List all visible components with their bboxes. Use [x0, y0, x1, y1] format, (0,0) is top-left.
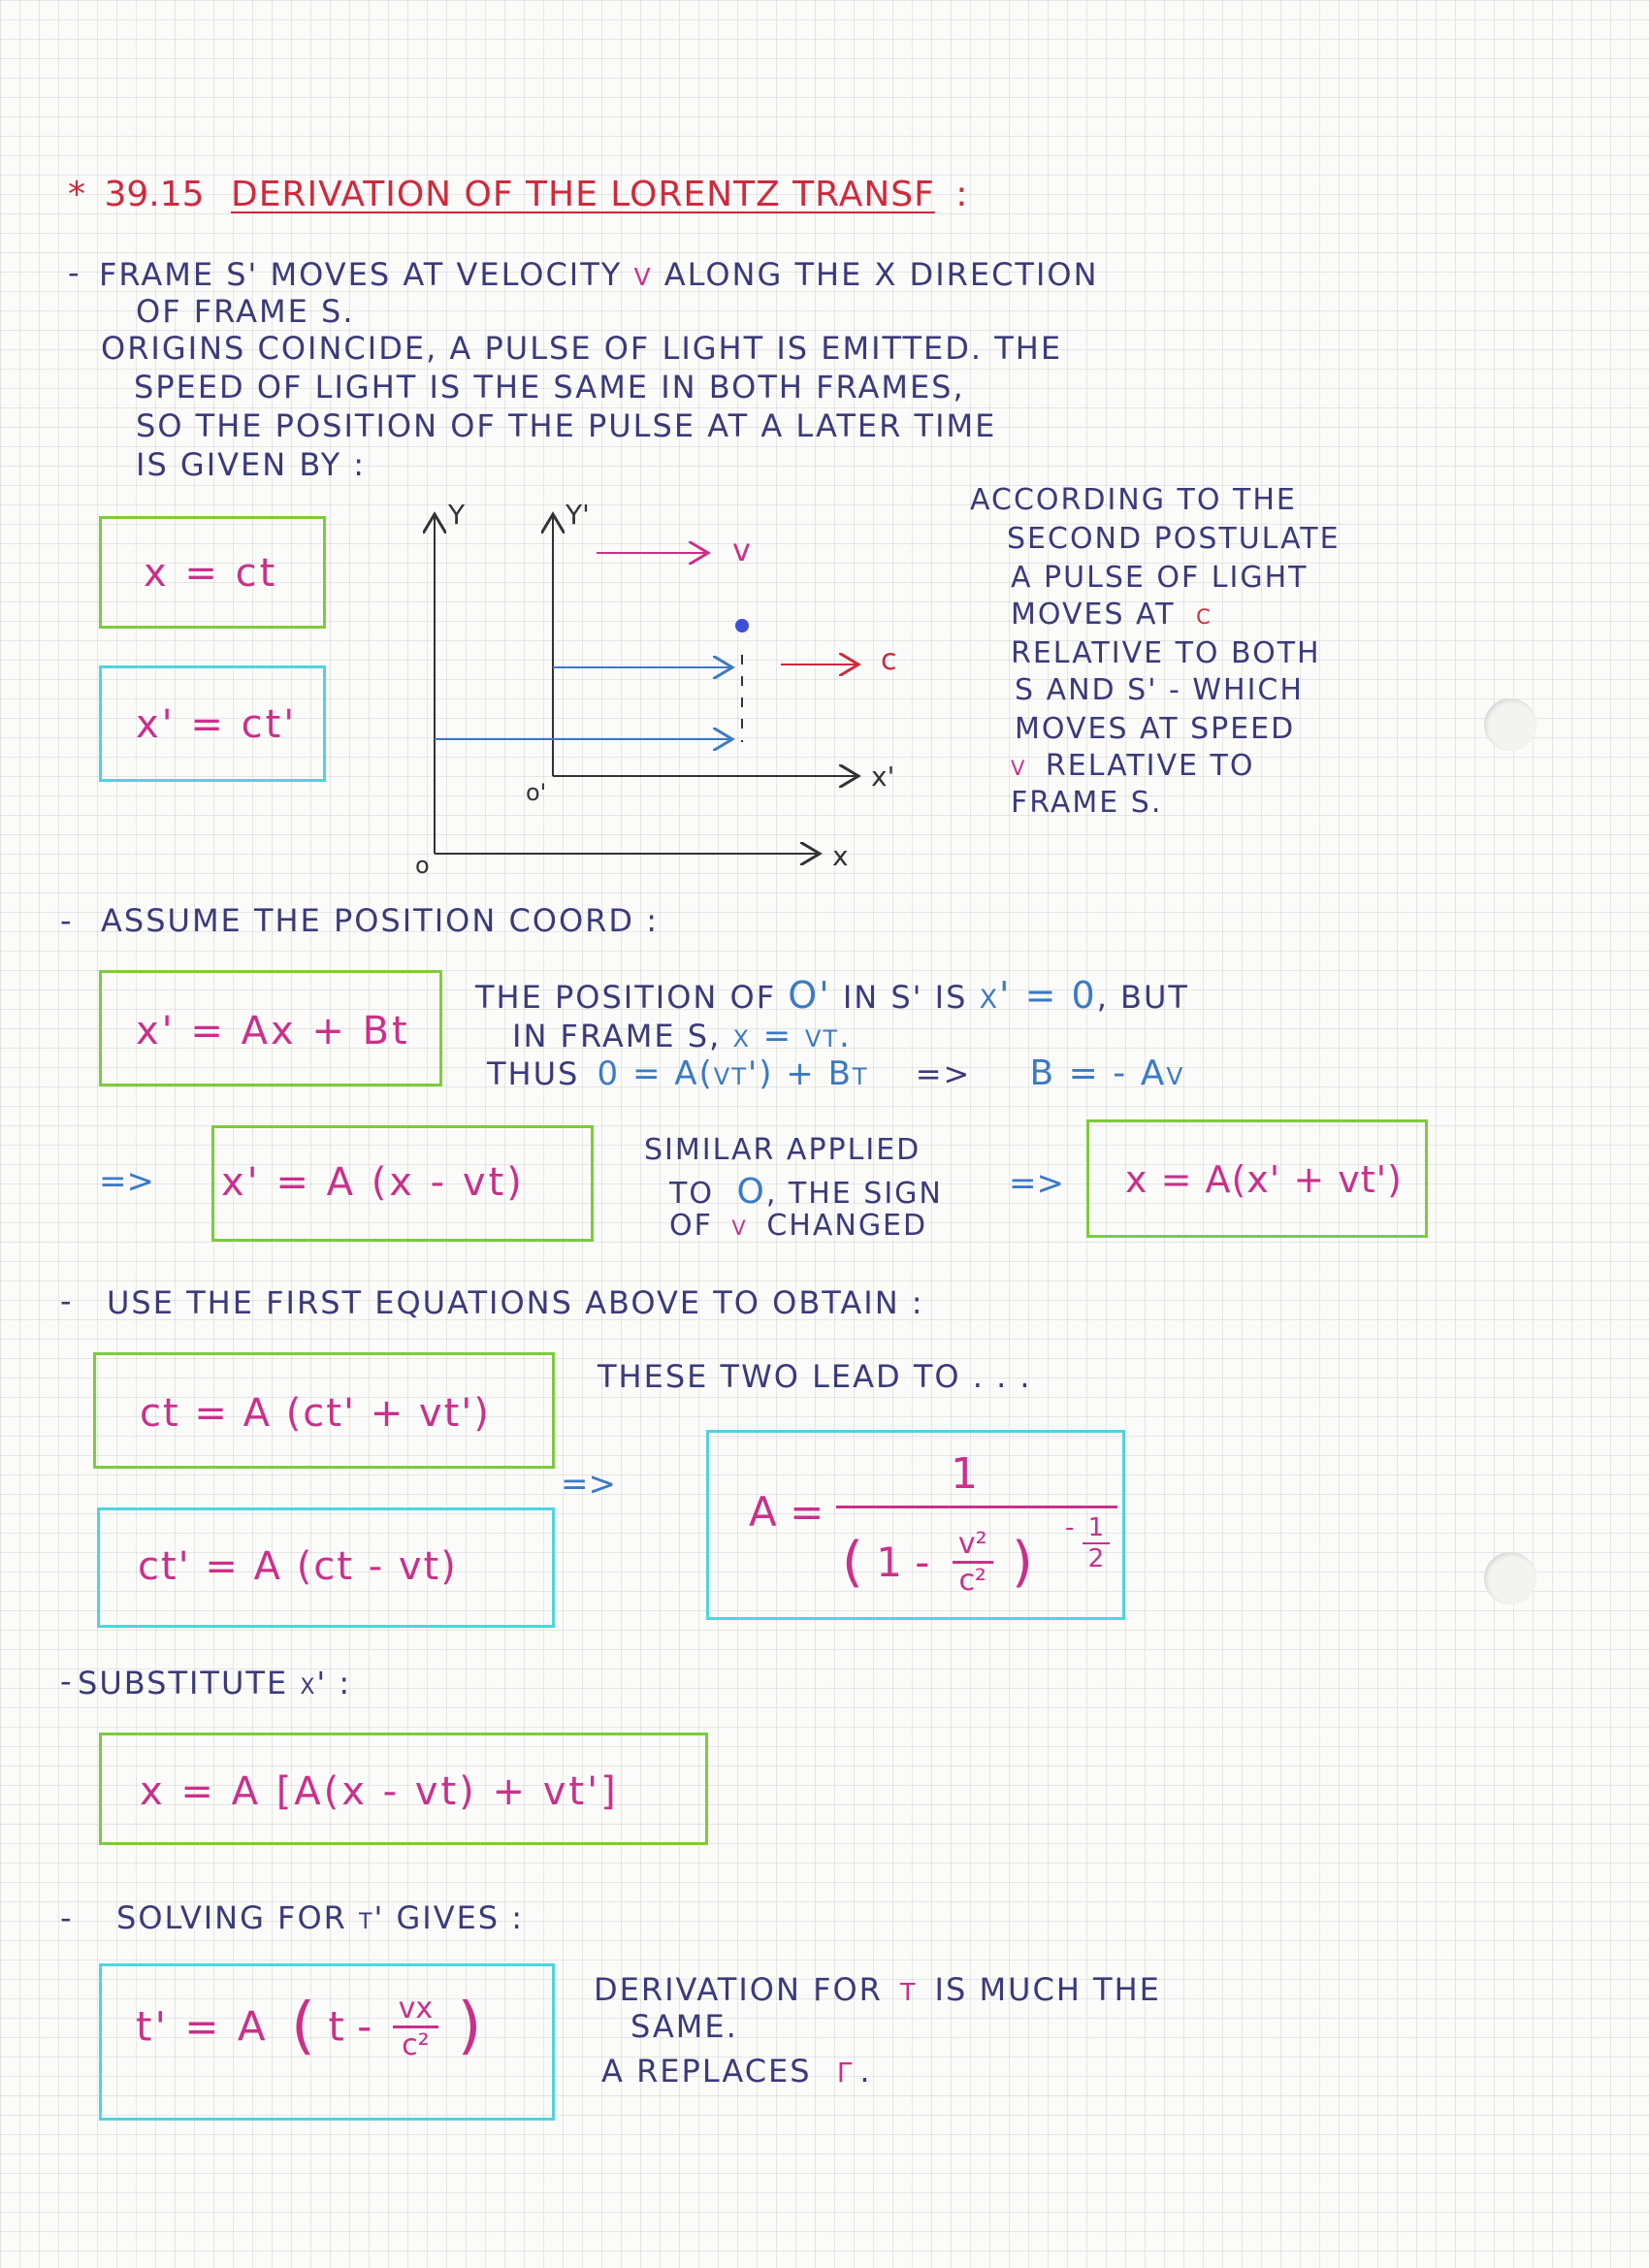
postulate-line: FRAME S.	[1011, 786, 1163, 820]
position-text: THUS	[487, 1055, 580, 1092]
x-axis-label: x	[832, 840, 849, 872]
equation-x-ct: x = ct	[144, 551, 278, 596]
similar-text: , THE SIGN	[765, 1177, 943, 1211]
exponent-fraction	[1083, 1513, 1111, 1573]
position-text: IN S' IS	[842, 979, 968, 1016]
light-pulse-dot	[735, 619, 749, 632]
derivation-text: .	[859, 2053, 872, 2090]
exponent-denominator: 2	[1087, 1544, 1105, 1573]
a-equation-denominator	[842, 1527, 1033, 1598]
intro-dash: -	[68, 254, 80, 291]
origin-prime-label: o'	[526, 779, 547, 806]
title-text: DERIVATION OF THE LORENTZ TRANSF	[230, 175, 935, 214]
intro-line-5: SO THE POSITION OF THE PULSE AT A LATER TIME	[136, 407, 997, 444]
position-text: , BUT	[1096, 979, 1189, 1016]
similar-text: CHANGED	[766, 1209, 928, 1243]
position-line-2	[512, 1017, 852, 1055]
a-equation-lhs: A =	[749, 1488, 824, 1536]
paren-close: )	[457, 1991, 482, 2062]
binder-hole	[1484, 1552, 1536, 1604]
use-heading: USE THE FIRST EQUATIONS ABOVE TO OBTAIN :	[107, 1284, 924, 1321]
vx-over-c2	[393, 1992, 439, 2062]
postulate-text: MOVES AT	[1011, 598, 1176, 632]
intro-line-1	[99, 254, 1099, 294]
equation-ct: ct = A (ct' + vt')	[140, 1391, 491, 1436]
assume-heading: ASSUME THE POSITION COORD :	[101, 902, 659, 939]
equation-substitute: x = A [A(x - vt) + vt']	[140, 1769, 619, 1814]
postulate-line: SECOND POSTULATE	[1007, 522, 1341, 556]
velocity-label: v	[732, 532, 751, 568]
similar-line: SIMILAR APPLIED	[644, 1133, 922, 1167]
b-equation: B = - Av	[1029, 1053, 1185, 1093]
origin-symbol: O	[736, 1172, 766, 1212]
solving-dash: -	[60, 1899, 72, 1936]
similar-text: OF	[669, 1209, 713, 1243]
equation-xp-ctp: x' = ct'	[136, 702, 298, 747]
reference-frame-diagram	[407, 495, 912, 883]
t-prime-lhs: t' = A	[136, 2002, 269, 2051]
title-number: 39.15	[104, 175, 205, 214]
intro-line-6: IS GIVEN BY :	[136, 446, 367, 483]
xp-zero-equation: x' = 0	[979, 974, 1097, 1017]
page-title	[68, 175, 967, 214]
x-vt-equation: x = vt.	[732, 1017, 852, 1055]
derivation-line-1	[594, 1969, 1161, 2009]
one-minus: 1 -	[876, 1539, 930, 1586]
c-squared: c²	[958, 1564, 986, 1598]
x-prime-axis-label: x'	[871, 761, 895, 793]
equation-ctp: ct' = A (ct - vt)	[138, 1544, 458, 1589]
postulate-line: ACCORDING TO THE	[970, 483, 1297, 517]
implies-arrow: =>	[99, 1162, 154, 1201]
position-line-3	[487, 1053, 1184, 1093]
assume-dash: -	[60, 902, 72, 939]
gamma-symbol: γ	[836, 2047, 855, 2091]
a-equation-exponent	[1065, 1513, 1110, 1573]
exponent-sign: -	[1065, 1513, 1075, 1542]
velocity-symbol: v	[633, 254, 653, 294]
postulate-text: RELATIVE TO	[1045, 749, 1255, 783]
position-text: THE POSITION OF	[475, 979, 777, 1016]
similar-line	[669, 1172, 943, 1212]
position-line-1	[475, 974, 1189, 1017]
position-text: IN FRAME S,	[512, 1018, 722, 1054]
velocity-symbol: v	[731, 1209, 748, 1243]
t-prime-equation	[136, 1991, 482, 2062]
similar-text: TO	[669, 1177, 714, 1211]
implies-arrow: =>	[915, 1055, 972, 1092]
derivation-text: IS MUCH THE	[934, 1971, 1161, 2008]
implies-arrow: =>	[1009, 1164, 1064, 1203]
equation-assume: x' = Ax + Bt	[136, 1009, 410, 1053]
light-speed-symbol: c	[1196, 598, 1212, 632]
v-squared: v²	[953, 1527, 993, 1564]
postulate-line: S AND S' - WHICH	[1015, 673, 1304, 707]
t-minus: t -	[328, 2002, 372, 2051]
c-squared: c²	[402, 2027, 430, 2062]
equation-xp-result: x' = A (x - vt)	[221, 1160, 525, 1205]
velocity-symbol: v	[1011, 749, 1027, 783]
paren-open: (	[291, 1991, 315, 2062]
lead-text: THESE TWO LEAD TO . . .	[598, 1358, 1032, 1395]
thus-equation: 0 = A(vt') + Bt	[597, 1054, 869, 1093]
derivation-line-2: SAME.	[630, 2008, 738, 2045]
paren-close: )	[1011, 1531, 1033, 1594]
solving-heading: SOLVING FOR t' GIVES :	[116, 1899, 525, 1936]
y-axis-label: Y	[448, 499, 466, 531]
derivation-line-3	[601, 2047, 872, 2091]
intro-text: ALONG THE X DIRECTION	[663, 256, 1099, 293]
a-equation-numerator: 1	[951, 1449, 978, 1499]
postulate-line: RELATIVE TO BOTH	[1011, 636, 1321, 670]
paren-open: (	[842, 1531, 863, 1594]
intro-line-4: SPEED OF LIGHT IS THE SAME IN BOTH FRAMES,	[134, 369, 965, 405]
substitute-dash: -	[60, 1663, 72, 1700]
light-speed-label: c	[881, 643, 897, 677]
derivation-text: A REPLACES	[601, 2053, 812, 2090]
postulate-line	[1011, 598, 1212, 632]
exponent-numerator: 1	[1083, 1513, 1111, 1544]
postulate-line: A PULSE OF LIGHT	[1011, 561, 1309, 595]
use-dash: -	[60, 1282, 72, 1319]
binder-hole	[1484, 698, 1536, 751]
t-symbol: t	[900, 1969, 918, 2009]
substitute-heading: SUBSTITUTE x' :	[78, 1665, 352, 1701]
intro-line-2: OF FRAME S.	[136, 293, 355, 330]
origin-label: o	[415, 852, 430, 879]
postulate-line: MOVES AT SPEED	[1015, 712, 1296, 746]
o-prime-symbol: O'	[788, 974, 831, 1017]
intro-text: FRAME S' MOVES AT VELOCITY	[99, 256, 623, 293]
similar-line	[669, 1209, 927, 1243]
y-prime-axis-label: Y'	[566, 499, 590, 531]
intro-line-3: ORIGINS COINCIDE, A PULSE OF LIGHT IS EMITTED. THE	[101, 330, 1063, 367]
postulate-line	[1011, 749, 1254, 783]
equation-x-result: x = A(x' + vt')	[1125, 1158, 1403, 1201]
vx-numerator: vx	[393, 1992, 439, 2028]
a-equation-fraction-bar	[836, 1506, 1117, 1508]
derivation-text: DERIVATION FOR	[594, 1971, 883, 2008]
title-colon: :	[955, 175, 968, 214]
title-star: *	[68, 175, 85, 214]
implies-arrow: =>	[561, 1465, 616, 1504]
v2-over-c2	[953, 1527, 993, 1598]
